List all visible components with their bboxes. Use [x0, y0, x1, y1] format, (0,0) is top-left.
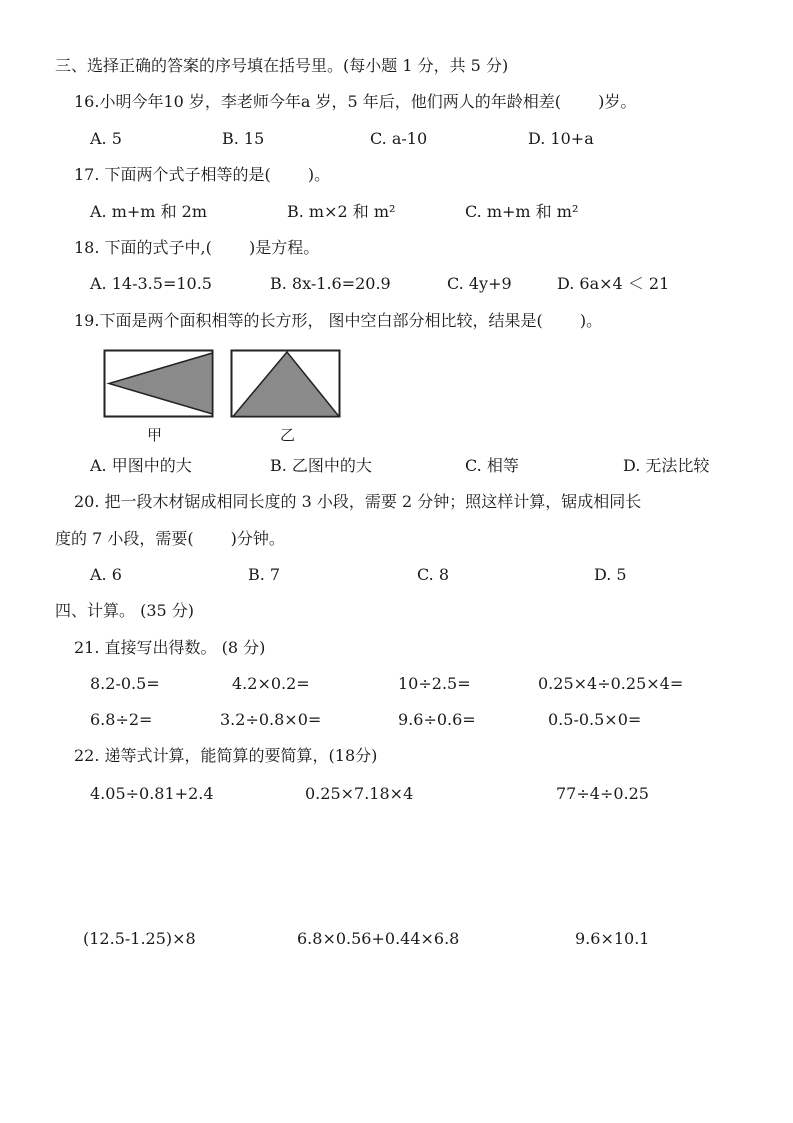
figure-jia-label: 甲: [147, 426, 163, 444]
q18-option-d: D. 6a×4 ＜ 21: [557, 274, 670, 293]
q21-item: 0.25×4÷0.25×4=: [538, 674, 684, 693]
q16-option-a: A. 5: [90, 129, 122, 148]
figure-yi-label: 乙: [280, 426, 296, 444]
section3-title: 三、选择正确的答案的序号填在括号里。(每小题 1 分，共 5 分): [55, 56, 509, 75]
q22-item: 77÷4÷0.25: [556, 784, 649, 803]
q16-option-b: B. 15: [222, 129, 265, 148]
q18-option-c: C. 4y+9: [447, 274, 512, 293]
q18-option-b: B. 8x-1.6=20.9: [270, 274, 391, 293]
q19-option-b: B. 乙图中的大: [270, 456, 372, 475]
q18-option-a: A. 14-3.5=10.5: [90, 274, 212, 293]
q19-option-c: C. 相等: [465, 456, 519, 475]
q17-option-a: A. m+m 和 2m: [90, 202, 208, 221]
q21-stem: 21. 直接写出得数。 (8 分): [74, 638, 266, 657]
figure-yi-shaded-triangle: [233, 352, 339, 417]
q20-option-d: D. 5: [594, 565, 627, 584]
section4-title: 四、计算。 (35 分): [55, 601, 195, 620]
q16-option-d: D. 10+a: [528, 129, 594, 148]
q21-item: 9.6÷0.6=: [398, 710, 476, 729]
q21-item: 8.2-0.5=: [90, 674, 160, 693]
q21-item: 4.2×0.2=: [232, 674, 310, 693]
q22-item: 0.25×7.18×4: [305, 784, 414, 803]
q20-stem-line1: 20. 把一段木材锯成相同长度的 3 小段，需要 2 分钟；照这样计算，锯成相同长: [74, 492, 642, 511]
q22-stem: 22. 递等式计算，能简算的要简算，(18分): [74, 746, 378, 765]
q19-stem: 19.下面是两个面积相等的长方形， 图中空白部分相比较，结果是( )。: [74, 311, 603, 330]
q21-item: 0.5-0.5×0=: [548, 710, 642, 729]
q21-item: 10÷2.5=: [398, 674, 471, 693]
figure-jia-shaded-triangle: [109, 353, 213, 414]
q17-stem: 17. 下面两个式子相等的是( )。: [74, 165, 331, 184]
q16-option-c: C. a-10: [370, 129, 428, 148]
figure-yi: [230, 349, 342, 419]
q22-item: 4.05÷0.81+2.4: [90, 784, 214, 803]
q22-item: 9.6×10.1: [575, 929, 650, 948]
q22-item: 6.8×0.56+0.44×6.8: [297, 929, 460, 948]
q20-option-c: C. 8: [417, 565, 450, 584]
q20-option-a: A. 6: [90, 565, 122, 584]
q21-item: 6.8÷2=: [90, 710, 153, 729]
q22-item: (12.5-1.25)×8: [83, 929, 196, 948]
q18-stem: 18. 下面的式子中,( )是方程。: [74, 238, 320, 257]
q19-option-d: D. 无法比较: [623, 456, 710, 475]
q16-stem: 16.小明今年10 岁，李老师今年a 岁，5 年后，他们两人的年龄相差( )岁。: [74, 92, 637, 111]
q20-stem-line2: 度的 7 小段，需要( )分钟。: [55, 529, 285, 548]
q19-option-a: A. 甲图中的大: [90, 456, 192, 475]
q17-option-b: B. m×2 和 m²: [287, 202, 396, 221]
q21-item: 3.2÷0.8×0=: [220, 710, 322, 729]
q17-option-c: C. m+m 和 m²: [465, 202, 579, 221]
figure-jia: [103, 349, 215, 419]
q20-option-b: B. 7: [248, 565, 281, 584]
